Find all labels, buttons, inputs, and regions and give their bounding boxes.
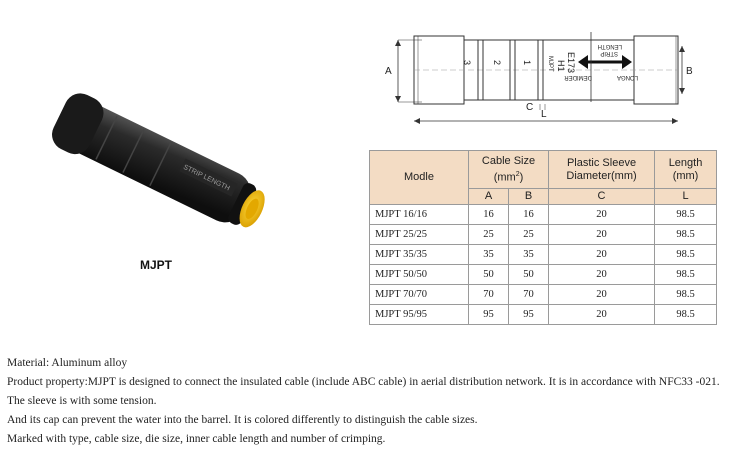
cell-c: 20: [549, 285, 655, 305]
drawing-left-collar: [414, 36, 464, 104]
cell-model: MJPT 16/16: [370, 205, 469, 225]
dim-b-label: B: [686, 66, 693, 77]
header-cable-size-label: Cable Size: [481, 154, 536, 167]
cell-l: 98.5: [655, 205, 717, 225]
spec-table: [369, 150, 717, 325]
product-description: [7, 354, 727, 449]
description-cap: And its cap can prevent the water into the barrel. It is colored differently to distinguish the cable sizes.: [7, 414, 478, 426]
header-length-label: Length: [668, 156, 703, 169]
cell-b: 25: [509, 225, 549, 245]
header-cable-size: [469, 151, 549, 189]
crimp-mark-1: 1: [522, 60, 532, 66]
table-row: [370, 305, 717, 325]
crimp-mark-2: 2: [492, 60, 502, 66]
technical-drawing: [378, 22, 708, 130]
cell-a: 95: [469, 305, 509, 325]
table-row: [370, 285, 717, 305]
header-sleeve-label: Plastic Sleeve: [566, 156, 637, 169]
strip-label-bottom: LENGTH: [597, 43, 622, 49]
description-marking: Marked with type, cable size, die size, inner cable length and number of crimping.: [7, 433, 386, 445]
strip-label-right: LONGA: [616, 74, 638, 80]
embossed-model: MJPT: [547, 56, 553, 72]
cell-b: 50: [509, 265, 549, 285]
table-row: [370, 205, 717, 225]
subheader-a: A: [469, 189, 509, 205]
cell-model: MJPT 25/25: [370, 225, 469, 245]
subheader-c: C: [549, 189, 655, 205]
cell-c: 20: [549, 245, 655, 265]
header-cable-size-unit-pre: (mm: [493, 171, 516, 184]
product-photo: [30, 70, 290, 260]
table-row: [370, 265, 717, 285]
header-length: [655, 151, 717, 189]
cell-l: 98.5: [655, 245, 717, 265]
product-caption: MJPT: [140, 258, 173, 272]
dim-a-label: A: [385, 66, 392, 77]
cell-model: MJPT 50/50: [370, 265, 469, 285]
header-length-unit: (mm): [672, 169, 699, 182]
cell-c: 20: [549, 305, 655, 325]
crimp-mark-3: 3: [462, 60, 472, 66]
description-material: Material: Aluminum alloy: [7, 357, 128, 369]
strip-label-left: DEMIDER: [564, 74, 592, 80]
cell-a: 16: [469, 205, 509, 225]
cell-model: MJPT 95/95: [370, 305, 469, 325]
cell-l: 98.5: [655, 265, 717, 285]
cell-a: 35: [469, 245, 509, 265]
header-model: Modle: [370, 151, 469, 205]
header-cable-size-unit-post: ): [519, 171, 524, 184]
cell-c: 20: [549, 205, 655, 225]
description-property: Product property:MJPT is designed to connect the insulated cable (include ABC cable) in aerial distribution network. It is in accordance with NFC33 -021. The sleeve is with some tension.: [7, 376, 720, 407]
cell-c: 20: [549, 265, 655, 285]
cell-b: 95: [509, 305, 549, 325]
embossed-code: E173: [566, 52, 576, 74]
sleeve-imprint: STRIP LENGTH: [181, 163, 231, 193]
subheader-l: L: [655, 189, 717, 205]
cell-a: 50: [469, 265, 509, 285]
dim-l-label: L: [541, 109, 547, 120]
cell-model: MJPT 70/70: [370, 285, 469, 305]
table-row: [370, 225, 717, 245]
table-row: [370, 245, 717, 265]
header-sleeve-unit: Diameter(mm): [566, 169, 637, 182]
cell-b: 70: [509, 285, 549, 305]
cell-model: MJPT 35/35: [370, 245, 469, 265]
cell-l: 98.5: [655, 285, 717, 305]
embossed-h1: H1: [556, 60, 566, 72]
dim-c-label: C: [526, 102, 534, 113]
cell-a: 70: [469, 285, 509, 305]
strip-label-top: STRIP: [600, 50, 618, 56]
cell-c: 20: [549, 225, 655, 245]
cell-l: 98.5: [655, 305, 717, 325]
header-cable-size-unit-sup: 2: [515, 170, 520, 178]
header-sleeve: [549, 151, 655, 189]
cell-b: 16: [509, 205, 549, 225]
cell-b: 35: [509, 245, 549, 265]
cell-a: 25: [469, 225, 509, 245]
subheader-b: B: [509, 189, 549, 205]
cell-l: 98.5: [655, 225, 717, 245]
